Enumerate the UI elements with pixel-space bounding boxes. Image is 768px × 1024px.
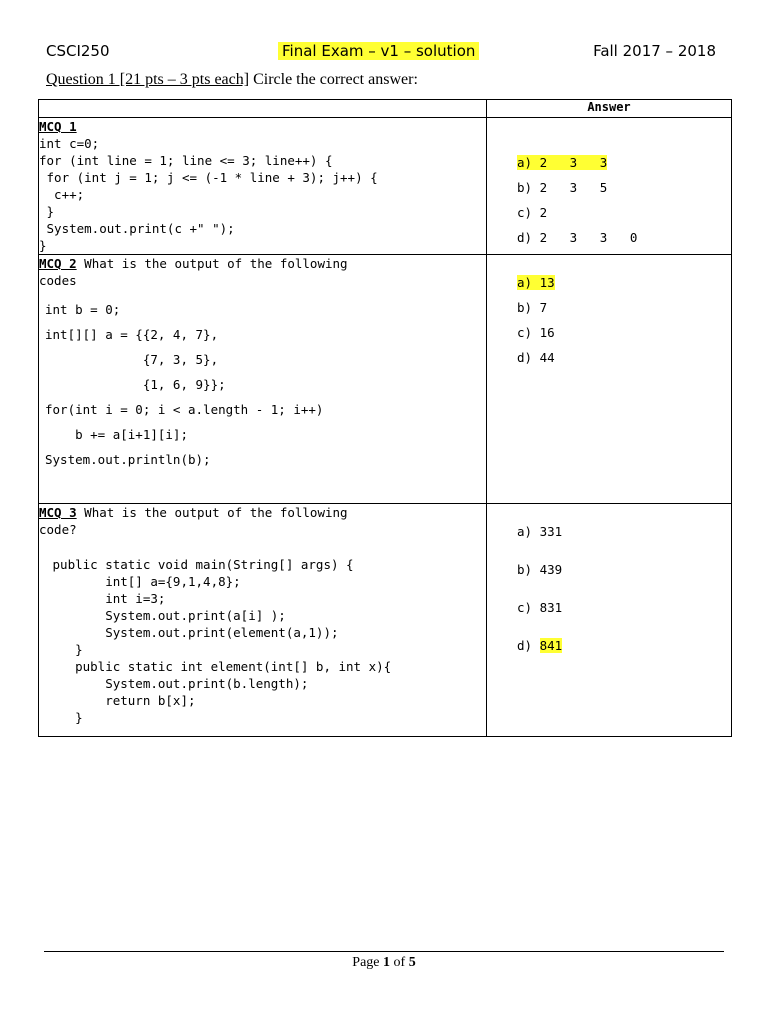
mcq2-option-d[interactable]: d) 44 <box>517 350 555 365</box>
page-number: 1 <box>383 955 391 970</box>
mcq3-question-cell <box>39 504 487 737</box>
answer-column-header: Answer <box>487 100 732 118</box>
mcq2-line-0: int b = 0; <box>45 302 121 317</box>
mcq2-option-b[interactable]: b) 7 <box>517 300 548 315</box>
mcq1-question-cell <box>39 118 487 255</box>
mcq2-line-1: int[][] a = {{2, 4, 7}, <box>45 327 219 342</box>
mcq3-option-c[interactable]: c) 831 <box>517 600 563 615</box>
mcq1-option-d[interactable]: d) 2 3 3 0 <box>517 230 638 245</box>
question-heading <box>46 71 418 89</box>
mcq-table <box>38 99 732 737</box>
mcq2-content <box>39 255 486 289</box>
mcq3-option-d[interactable] <box>517 638 562 653</box>
mcq1-code: int c=0; for (int line = 1; line <= 3; line++) { for (int j = 1; j <= (-1 * line + 3); j++) { c++; } System.out.print(c +" "); } <box>39 136 378 253</box>
mcq2-question-cell <box>39 255 487 504</box>
course-code: CSCI250 <box>46 42 110 60</box>
mcq1-content <box>39 118 486 254</box>
page-total: 5 <box>408 955 416 970</box>
mcq3-option-d-prefix: d) <box>517 638 540 653</box>
mcq2-option-a[interactable]: a) 13 <box>517 275 555 290</box>
mcq3-prompt: What is the output of the following code? <box>39 505 348 537</box>
mcq2-line-6: System.out.println(b); <box>45 452 211 467</box>
mcq2-line-4: for(int i = 0; i < a.length - 1; i++) <box>45 402 324 417</box>
mcq3-content <box>39 504 486 538</box>
question-instruction: Circle the correct answer: <box>253 71 418 88</box>
mcq1-option-b[interactable]: b) 2 3 5 <box>517 180 608 195</box>
mcq3-option-a[interactable]: a) 331 <box>517 524 563 539</box>
mcq2-option-c[interactable]: c) 16 <box>517 325 555 340</box>
mcq-row-2 <box>39 255 732 504</box>
mcq3-label: MCQ 3 <box>39 505 77 520</box>
mcq1-answer-cell <box>487 118 732 255</box>
mcq2-line-2: {7, 3, 5}, <box>45 352 219 367</box>
mcq3-code: public static void main(String[] args) { int[] a={9,1,4,8}; int i=3; System.out.print(a[i] ); System.out.print(element(a,1)); } public static int element(int[] b, int x){ System.out.print(b.length); return b[x]; } <box>52 557 392 725</box>
mcq2-label: MCQ 2 <box>39 256 77 271</box>
footer-divider <box>44 951 724 952</box>
mcq-row-1 <box>39 118 732 255</box>
exam-title: Final Exam – v1 – solution <box>278 42 479 60</box>
mcq3-option-b[interactable]: b) 439 <box>517 562 563 577</box>
page-header <box>46 42 716 64</box>
mcq1-option-c[interactable]: c) 2 <box>517 205 548 220</box>
mcq1-label: MCQ 1 <box>39 119 77 134</box>
mcq3-answer-cell <box>487 504 732 737</box>
mcq1-option-a[interactable]: a) 2 3 3 <box>517 155 608 170</box>
page-label: Page <box>352 955 380 970</box>
question-title: Question 1 [21 pts – 3 pts each] <box>46 71 250 88</box>
header-empty-cell <box>39 100 487 118</box>
page-footer <box>0 955 768 971</box>
mcq-row-3 <box>39 504 732 737</box>
mcq2-line-3: {1, 6, 9}}; <box>45 377 226 392</box>
mcq2-line-5: b += a[i+1][i]; <box>45 427 188 442</box>
mcq3-option-d-value: 841 <box>539 638 563 653</box>
mcq2-answer-cell <box>487 255 732 504</box>
mcq2-prompt: What is the output of the following codes <box>39 256 348 288</box>
exam-term: Fall 2017 – 2018 <box>593 42 716 60</box>
of-label: of <box>393 955 406 970</box>
